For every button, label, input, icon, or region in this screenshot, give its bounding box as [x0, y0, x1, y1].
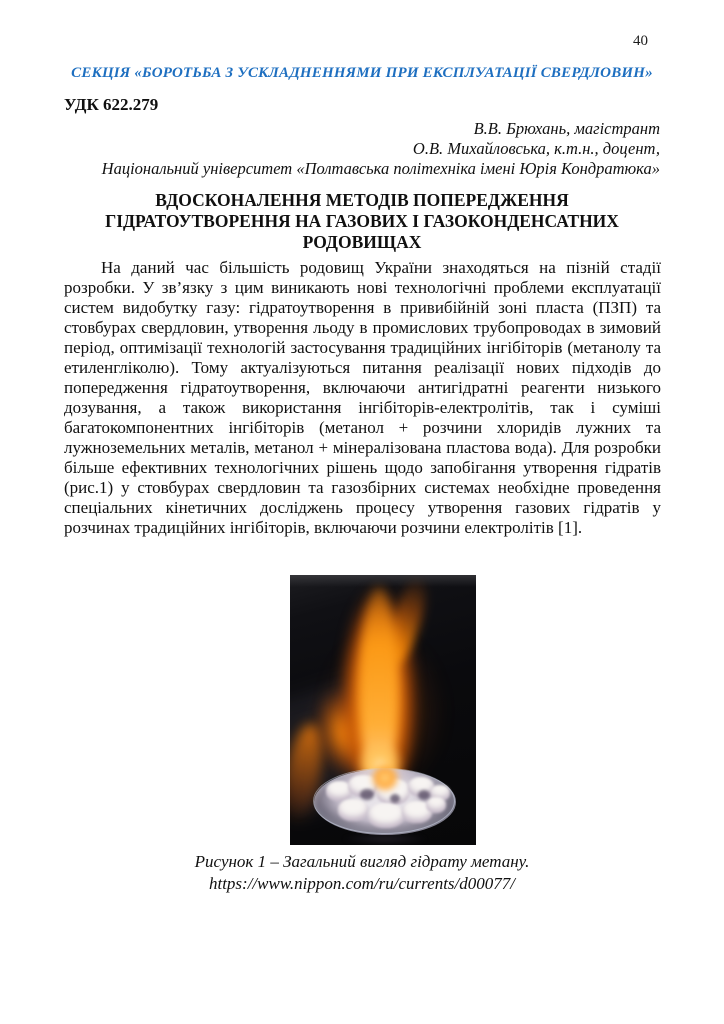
chunk-shadow: [360, 789, 374, 800]
hydrate-chunk: [338, 799, 368, 821]
figure-caption-url[interactable]: https://www.nippon.com/ru/currents/d00077/: [208, 874, 515, 893]
affiliation-line: Національний університет «Полтавська політехніка імені Юрія Кондратюка»: [101, 159, 660, 178]
title-line-2: ГІДРАТОУТВОРЕННЯ НА ГАЗОВИХ І ГАЗОКОНДЕНСАТНИХ: [105, 211, 619, 231]
chunk-shadow: [418, 790, 430, 800]
dish-flame-base: [370, 763, 400, 793]
photo-reflection: [330, 832, 440, 845]
title-line-1: ВДОСКОНАЛЕННЯ МЕТОДІВ ПОПЕРЕДЖЕННЯ: [155, 190, 569, 210]
page-number: 40: [633, 33, 648, 49]
article-body: На даний час більшість родовищ України знаходяться на пізній стадії розробки. У зв’язку з цим виникають нові технологічні проблеми експлуатації систем видобутку газу: гідратоутворення в привибійній зоні пласта (ПЗП) та стовбурах свердловин, утворення льоду в промислових трубопроводах в зимовий період, оптимізації технологій застосування традиційних інгібіторів (метанолу та етиленгліколю). Тому актуалізуються питання реалізації нових підходів до попередження гідратоутворення, включаючи антигідратні реагенти низького дозування, а також використання інгібіторів-електролітів, так і суміші багатокомпонентних інгібіторів (метанол + розчини хлоридів лужних та лужноземельних металів, метанол + мінералізована пластова вода). Для розробки більше ефективних технологічних рішень щодо запобігання утворення гідратів (рис.1) у стовбурах свердловин та газозбірних системах необхідне проведення спеціальних кінетичних досліджень процесу утворення газових гідратів у розчинах традиційних інгібіторів, включаючи розчини електролітів [1].: [64, 258, 661, 537]
udc-code: УДК 622.279: [64, 95, 159, 114]
author-line-2: О.В. Михайловська, к.т.н., доцент,: [412, 139, 660, 158]
figure-caption-block: [64, 851, 660, 895]
section-header: СЕКЦІЯ «БОРОТЬБА З УСКЛАДНЕННЯМИ ПРИ ЕКСПЛУАТАЦІЇ СВЕРДЛОВИН»: [71, 65, 653, 81]
title-line-3: РОДОВИЩАХ: [302, 232, 422, 252]
hydrate-chunk: [368, 803, 404, 828]
figure-photo: [290, 575, 476, 845]
chunk-shadow: [390, 794, 400, 803]
author-block: [64, 119, 660, 179]
figure-caption: Рисунок 1 – Загальний вигляд гідрату метану.: [194, 852, 530, 871]
author-line-1: В.В. Брюхань, магістрант: [473, 119, 660, 138]
article-title: [60, 190, 664, 253]
hydrate-chunk: [426, 797, 446, 813]
